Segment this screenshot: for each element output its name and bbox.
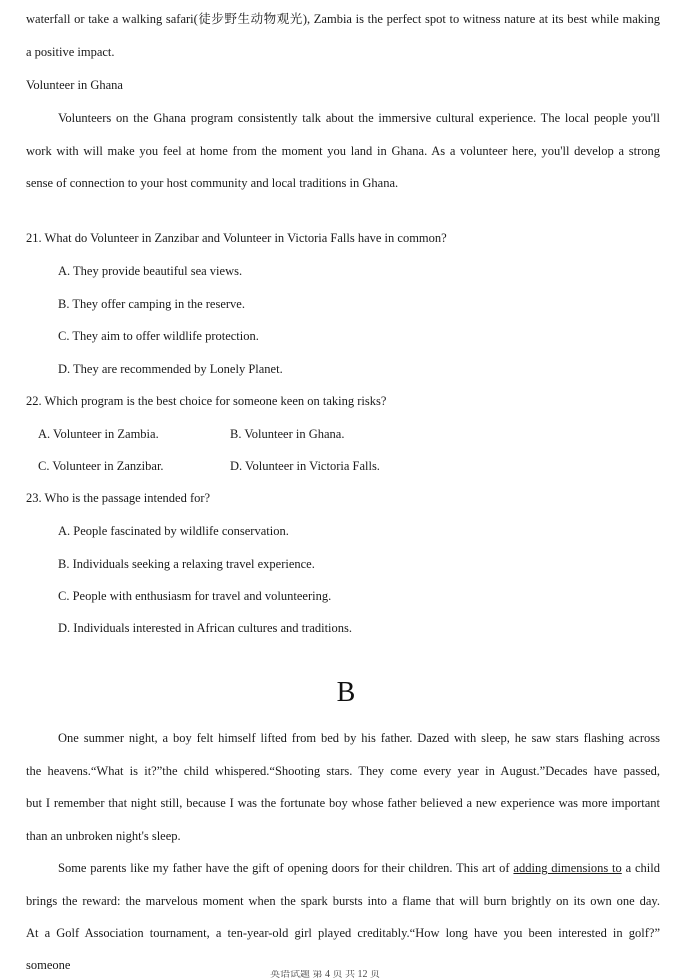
question-option: C. They aim to offer wildlife protection.	[58, 329, 259, 343]
passage-line: Volunteers on the Ghana program consistently talk about the immersive cultural experience. The local people you'll	[58, 111, 660, 125]
passage-line: At a Golf Association tournament, a ten-year-old girl played creditably.“How long have you been interested in golf?”	[26, 926, 660, 940]
passage-text: Some parents like my father have the gift of opening doors for their children. This art of	[58, 861, 514, 875]
question-option: A. Volunteer in Zambia.	[38, 427, 159, 441]
passage-line: One summer night, a boy felt himself lifted from bed by his father. Dazed with sleep, he saw stars flashing across	[58, 731, 660, 745]
passage-line: work with will make you feel at home from the moment you land in Ghana. As a volunteer here, you'll develop a strong	[26, 144, 660, 158]
question-option: D. They are recommended by Lonely Planet.	[58, 362, 283, 376]
question-option: D. Individuals interested in African cultures and traditions.	[58, 621, 353, 635]
passage-line: someone	[26, 958, 71, 972]
question-option: D. Volunteer in Victoria Falls.	[230, 459, 380, 473]
passage-line: than an unbroken night's sleep.	[26, 829, 181, 843]
passage-line	[58, 860, 660, 876]
passage-line: the heavens.“What is it?”the child whispered.“Shooting stars. They come every year in August.”Decades have passed,	[26, 764, 660, 778]
question-stem-21: 21. What do Volunteer in Zanzibar and Volunteer in Victoria Falls have in common?	[26, 231, 447, 245]
passage-line: waterfall or take a walking safari(徒步野生动物观光), Zambia is the perfect spot to witness nature at its best while making	[26, 12, 660, 26]
question-option: B. Individuals seeking a relaxing travel experience.	[58, 557, 315, 571]
question-stem-23: 23. Who is the passage intended for?	[26, 491, 211, 505]
page-footer: 英语试题 第 4 页 共 12 页	[270, 970, 380, 979]
underlined-phrase: adding dimensions to	[513, 861, 622, 875]
question-option: C. Volunteer in Zanzibar.	[38, 459, 164, 473]
question-option: B. They offer camping in the reserve.	[58, 297, 245, 311]
question-option: B. Volunteer in Ghana.	[230, 427, 345, 441]
section-heading-b: B	[336, 677, 356, 708]
question-option: A. People fascinated by wildlife conservation.	[58, 524, 289, 538]
question-option: C. People with enthusiasm for travel and volunteering.	[58, 589, 332, 603]
passage-line: brings the reward: the marvelous moment when the spark bursts into a flame that will burn brightly on its own one day.	[26, 894, 660, 908]
question-option: A. They provide beautiful sea views.	[58, 264, 243, 278]
passage-line: sense of connection to your host community and local traditions in Ghana.	[26, 176, 399, 190]
program-heading-ghana: Volunteer in Ghana	[26, 78, 123, 92]
passage-line: a positive impact.	[26, 45, 115, 59]
passage-text: a child	[621, 861, 660, 875]
passage-line: but I remember that night still, because I was the fortunate boy whose father believed a new experience was more important	[26, 796, 660, 810]
question-stem-22: 22. Which program is the best choice for someone keen on taking risks?	[26, 394, 387, 408]
